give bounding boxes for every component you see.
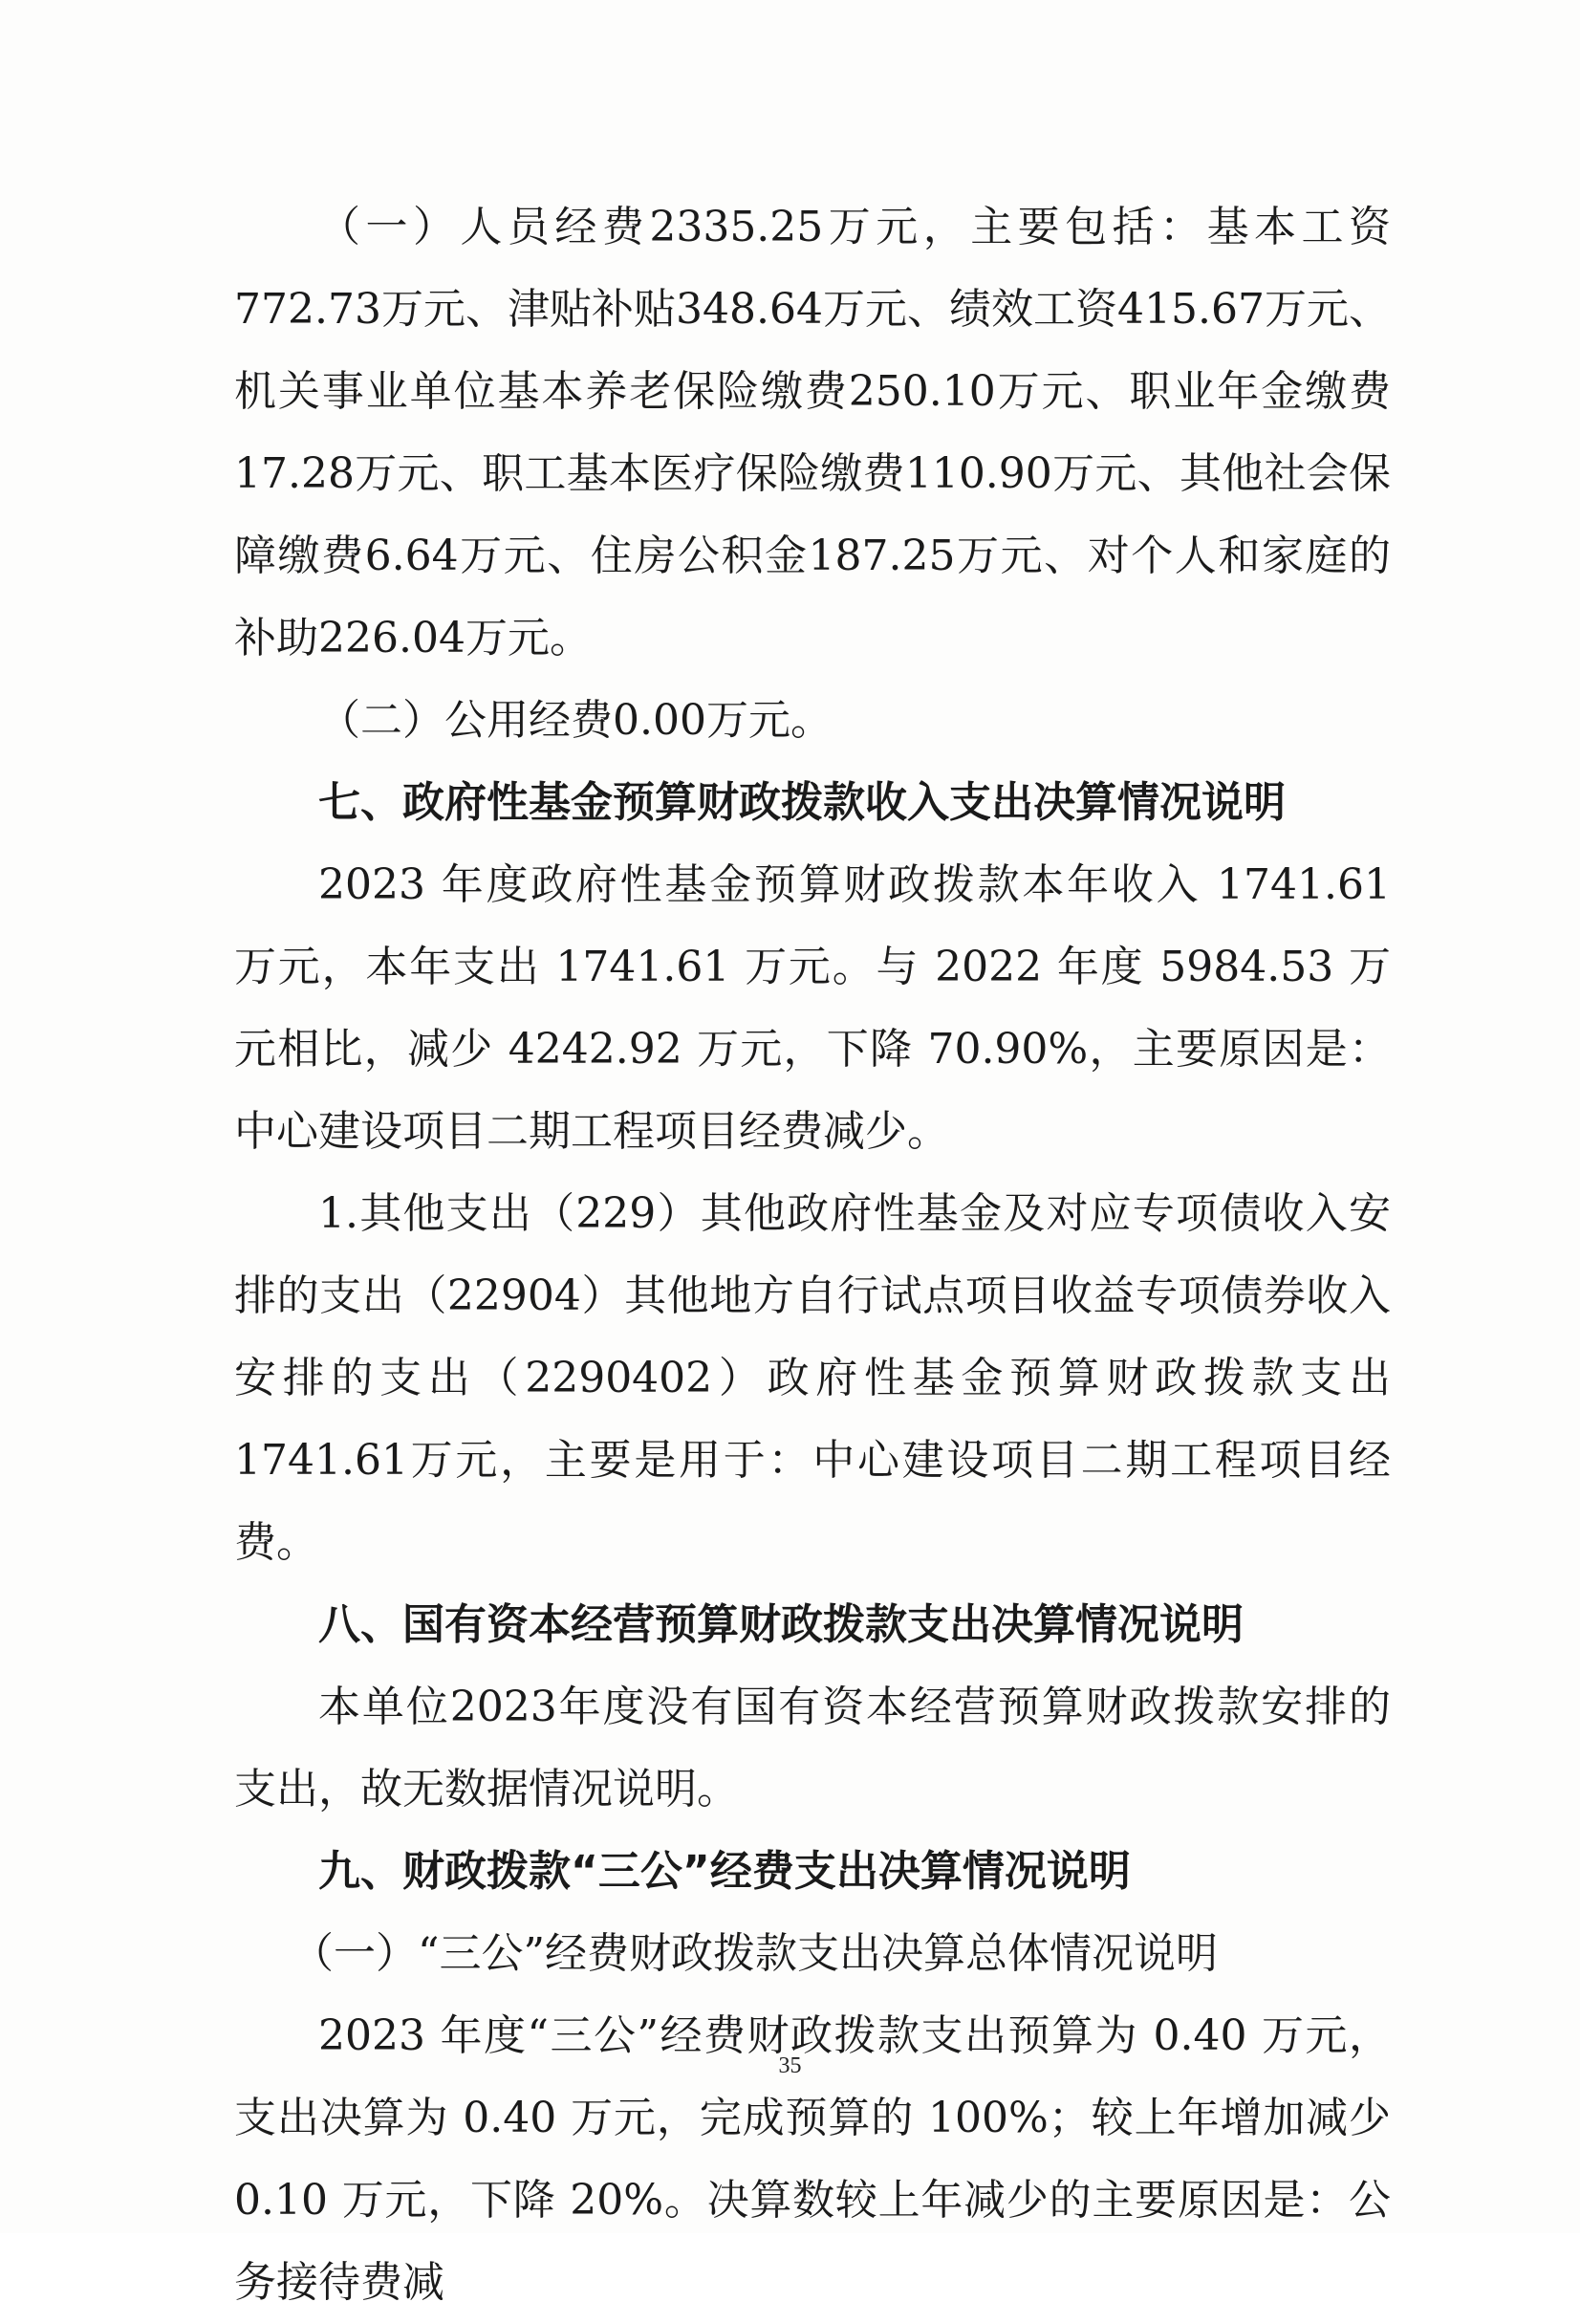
document-body [234,186,1391,2324]
paragraph-state-capital: 本单位2023年度没有国有资本经营预算财政拨款安排的支出，故无数据情况说明。 [234,1683,1391,1814]
paragraph-fund-budget-detail: 1.其他支出（229）其他政府性基金及对应专项债收入安排的支出（22904）其他地方自行试点项目收益专项债券收入安排的支出（2290402）政府性基金预算财政拨款支出1741.61万元，主要是用于：中心建设项目二期工程项目经费。 [234,1189,1391,1567]
paragraph-fund-budget-summary: 2023 年度政府性基金预算财政拨款本年收入 1741.61 万元，本年支出 1741.61 万元。与 2022 年度 5984.53 万元相比，减少 4242.92 万元，下降 70.90%，主要原因是：中心建设项目二期工程项目经费减少。 [234,860,1391,1156]
subsection-heading-three-public: （一）“三公”经费财政拨款支出决算总体情况说明 [292,1929,1218,1978]
section-heading-8: 八、国有资本经营预算财政拨款支出决算情况说明 [318,1600,1244,1649]
paragraph-public-expenses: （二）公用经费0.00万元。 [318,696,833,745]
paragraph-three-public-summary: 2023 年度“三公”经费财政拨款支出预算为 0.40 万元，支出决算为 0.40 万元，完成预算的 100%；较上年增加减少 0.10 万元，下降 20%。决算数较上年减少的主要原因是：公务接待费减 [234,2011,1391,2307]
section-heading-9: 九、财政拨款“三公”经费支出决算情况说明 [318,1847,1131,1896]
section-heading-7: 七、政府性基金预算财政拨款收入支出决算情况说明 [318,778,1286,827]
page-number: 35 [778,2053,802,2078]
paragraph-personnel-expenses: （一）人员经费2335.25万元，主要包括：基本工资772.73万元、津贴补贴348.64万元、绩效工资415.67万元、机关事业单位基本养老保险缴费250.10万元、职业年金缴费17.28万元、职工基本医疗保险缴费110.90万元、其他社会保障缴费6.64万元、住房公积金187.25万元、对个人和家庭的补助226.04万元。 [234,203,1391,662]
